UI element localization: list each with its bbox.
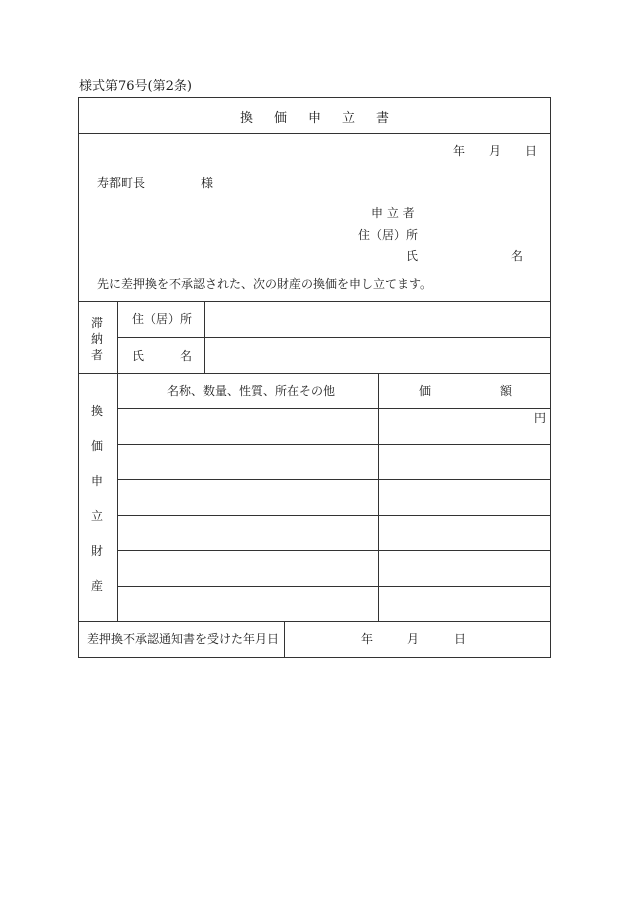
date-year-label: 年 — [453, 144, 466, 158]
notice-date-row — [79, 622, 550, 657]
form-number: 様式第76号(第2条) — [79, 79, 192, 94]
notice-date-field[interactable] — [285, 622, 550, 657]
addressee: 寿都町長 — [97, 176, 146, 190]
desc-column-header: 名称、数量、性質、所在その他 — [167, 384, 336, 398]
notice-date-label: 差押換不承認通知書を受けた年月日 — [87, 632, 280, 646]
applicant-name-label-2: 名 — [511, 249, 524, 263]
delinquent-section — [79, 302, 550, 374]
delinquent-name-label-1: 氏 — [132, 349, 145, 363]
delinquent-name-label-2: 名 — [180, 349, 193, 363]
asset-row[interactable] — [118, 551, 550, 586]
price-column-header-1: 価 — [419, 384, 432, 398]
notice-day-label: 日 — [454, 632, 467, 646]
asset-row[interactable] — [118, 516, 550, 550]
date-day-label: 日 — [525, 144, 538, 158]
assets-section — [79, 374, 550, 622]
notice-month-label: 月 — [407, 632, 420, 646]
asset-row[interactable] — [118, 480, 550, 515]
title-row — [79, 98, 550, 134]
notice-year-label: 年 — [361, 632, 374, 646]
asset-row[interactable] — [118, 445, 550, 479]
applicant-name-label-1: 氏 — [406, 249, 419, 263]
form-title: 換価申立書 — [239, 111, 410, 126]
asset-row[interactable] — [118, 409, 550, 444]
yen-unit: 円 — [533, 411, 546, 425]
delinquent-name-field[interactable] — [205, 338, 550, 373]
delinquent-label: 滞 納 者 — [90, 316, 103, 362]
applicant-label: 申 立 者 — [371, 206, 415, 220]
asset-row[interactable] — [118, 587, 550, 621]
delinquent-address-label: 住（居）所 — [132, 312, 193, 326]
header-block — [79, 134, 550, 302]
application-form — [78, 97, 551, 658]
price-column-header-2: 額 — [500, 384, 513, 398]
statement: 先に差押換を不承認された、次の財産の換価を申し立てます。 — [97, 277, 433, 291]
honorific: 様 — [201, 176, 214, 190]
applicant-address-label: 住（居）所 — [358, 228, 419, 242]
delinquent-address-field[interactable] — [205, 302, 550, 337]
date-month-label: 月 — [489, 144, 502, 158]
assets-label: 換 価 申 立 財 産 — [90, 404, 103, 593]
